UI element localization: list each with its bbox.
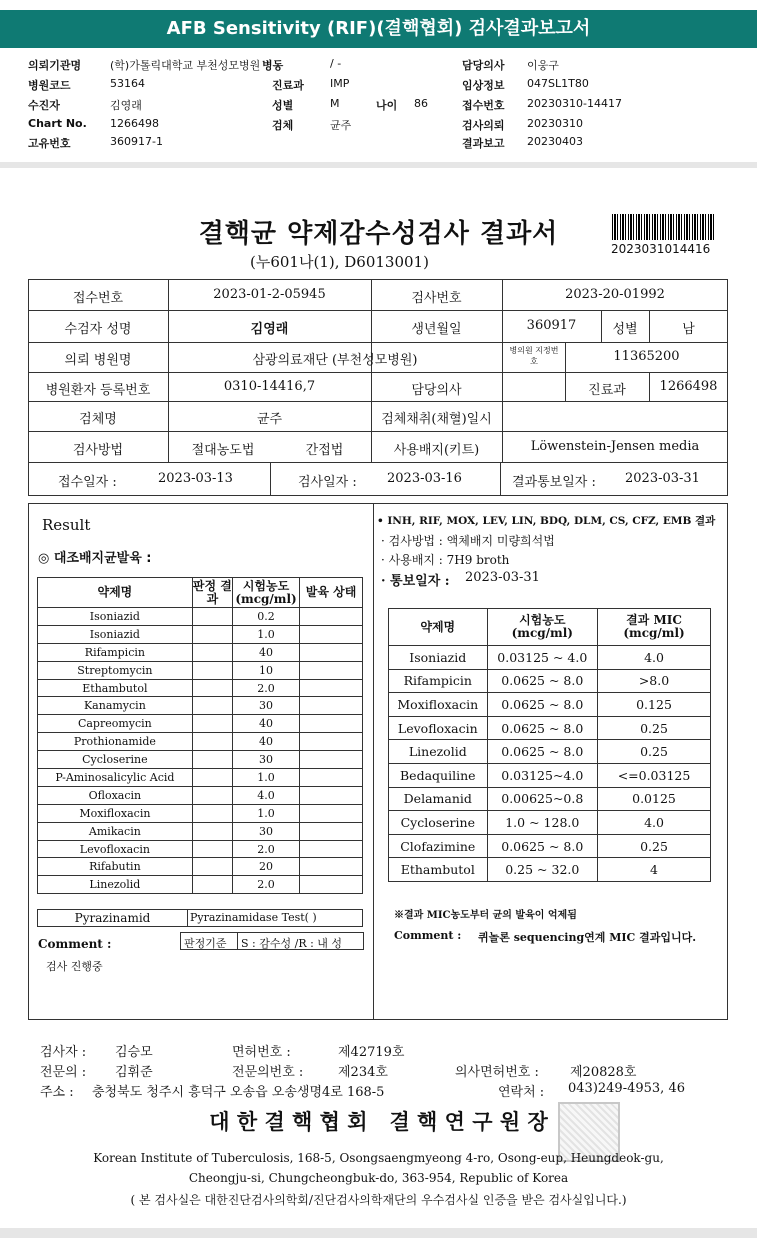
certification: ( 본 검사실은 대한진단검사의학회/진단검사의학재단의 우수검사실 인증을 받은 검사실입니다.) <box>130 1193 627 1207</box>
sens-cell-growth <box>300 804 363 822</box>
table-row <box>38 786 363 804</box>
sex-value: M <box>330 97 340 110</box>
mic-method: · 검사방법 : 액체배지 미량희석법 <box>381 534 555 548</box>
mic-drug-list: • INH, RIF, MOX, LEV, LIN, BDQ, DLM, CS, CFZ, EMB 결과 <box>377 515 716 527</box>
report-label: 결과보고 <box>462 137 505 150</box>
mic-cell-range: 0.00625~0.8 <box>487 787 597 811</box>
table-row <box>38 661 363 679</box>
table-row <box>38 840 363 858</box>
separator <box>0 162 757 168</box>
sens-cell-conc: 40 <box>232 733 299 751</box>
patient-value: 김영래 <box>110 99 142 112</box>
mic-comment: 퀴놀론 sequencing연계 MIC 결과입니다. <box>478 931 697 944</box>
mic-cell-range: 0.0625 ~ 8.0 <box>487 740 597 764</box>
sens-cell-drug: Ethambutol <box>38 679 193 697</box>
result-heading: Result <box>42 516 91 534</box>
col-conc: 시험농도 (mcg/ml) <box>232 578 299 608</box>
doctor-label: 담당의사 <box>462 59 505 72</box>
sensitivity-table <box>37 577 363 894</box>
barcode-number: 2023031014416 <box>611 242 711 256</box>
sens-cell-growth <box>300 697 363 715</box>
reg-no-label: 병원환자 등록번호 <box>45 383 151 398</box>
designated-label: 병의원 지정번호 <box>509 346 559 366</box>
clinical-label: 임상정보 <box>462 79 505 92</box>
table-row <box>38 643 363 661</box>
table-row <box>38 822 363 840</box>
sens-cell-judge <box>192 804 232 822</box>
specialist: 김휘준 <box>115 1065 153 1080</box>
specimen-cell: 균주 <box>256 412 283 427</box>
sens-cell-judge <box>192 822 232 840</box>
mic-cell-mic: 0.125 <box>598 693 711 717</box>
mic-cell-drug: Bedaquiline <box>389 763 488 787</box>
control-growth-label: ◎ 대조배지균발육 : <box>38 551 152 566</box>
col-judge: 판정 결과 <box>192 578 232 606</box>
sens-cell-conc: 30 <box>232 822 299 840</box>
sens-cell-conc: 30 <box>232 751 299 769</box>
table-row <box>38 769 363 787</box>
sens-cell-growth <box>300 715 363 733</box>
hospital-code-label: 병원코드 <box>28 79 71 92</box>
receipt-value: 20230310-14417 <box>527 97 622 110</box>
mic-col-drug: 약제명 <box>389 609 488 646</box>
sens-cell-conc: 10 <box>232 661 299 679</box>
table-row <box>38 715 363 733</box>
receipt-date-label: 접수일자 : <box>58 475 117 490</box>
col-drug: 약제명 <box>38 578 193 608</box>
sens-cell-judge <box>192 697 232 715</box>
request-label: 검사의뢰 <box>462 119 505 132</box>
mic-cell-range: 0.0625 ~ 8.0 <box>487 716 597 740</box>
en-address-line1: Korean Institute of Tuberculosis, 168-5, Osongsaengmyeong 4-ro, Osong-eup, Heungdeok-gu, <box>93 1151 664 1165</box>
sex-label-cell: 성별 <box>612 322 638 337</box>
sens-cell-drug: Amikacin <box>38 822 193 840</box>
specialist-label: 전문의 : <box>40 1065 87 1080</box>
sens-cell-judge <box>192 876 232 894</box>
table-row <box>38 876 363 894</box>
notify-date-label: 결과통보일자 : <box>512 475 596 490</box>
sens-cell-drug: P-Aminosalicylic Acid <box>38 769 193 787</box>
mic-cell-range: 1.0 ~ 128.0 <box>487 811 597 835</box>
sens-cell-conc: 1.0 <box>232 769 299 787</box>
test-no-label: 검사번호 <box>411 291 462 306</box>
table-row <box>389 716 711 740</box>
notify-date: 2023-03-31 <box>625 471 700 486</box>
mic-notify-label: · 통보일자 : <box>381 574 450 589</box>
medium-label: 사용배지(키트) <box>393 443 480 458</box>
mic-col-conc: 시험농도 (mcg/ml) <box>487 609 597 646</box>
receipt-date: 2023-03-13 <box>158 471 233 486</box>
report-value: 20230403 <box>527 135 583 148</box>
sex-label: 성별 <box>272 99 294 112</box>
mic-cell-drug: Levofloxacin <box>389 716 488 740</box>
pza-drug: Pyrazinamid <box>74 911 151 925</box>
specimen-label: 검체 <box>272 119 294 132</box>
sens-cell-growth <box>300 625 363 643</box>
sens-cell-growth <box>300 858 363 876</box>
mic-cell-mic: 4.0 <box>598 811 711 835</box>
medium: Löwenstein-Jensen media <box>530 439 700 454</box>
col-growth: 발육 상태 <box>300 578 363 608</box>
table-row <box>389 834 711 858</box>
license-label: 면허번호 : <box>232 1045 291 1060</box>
address: 충청북도 청주시 흥덕구 오송읍 오송생명4로 168-5 <box>92 1085 385 1100</box>
table-row <box>389 669 711 693</box>
table-row <box>389 693 711 717</box>
table-row <box>389 740 711 764</box>
designated: 11365200 <box>613 349 680 364</box>
request-value: 20230310 <box>527 117 583 130</box>
sens-cell-conc: 30 <box>232 697 299 715</box>
sens-cell-judge <box>192 733 232 751</box>
dept-value: IMP <box>330 77 350 90</box>
sens-cell-conc: 4.0 <box>232 786 299 804</box>
mic-cell-mic: 0.25 <box>598 716 711 740</box>
sens-cell-judge <box>192 643 232 661</box>
sens-cell-judge <box>192 661 232 679</box>
sens-cell-growth <box>300 643 363 661</box>
table-row <box>38 733 363 751</box>
sens-cell-conc: 1.0 <box>232 625 299 643</box>
report-title: AFB Sensitivity (RIF)(결핵협회) 검사결과보고서 <box>0 10 757 48</box>
mic-comment-label: Comment : <box>394 929 462 942</box>
table-row <box>38 697 363 715</box>
org-name: 대 한 결 핵 협 회 결 핵 연 구 원 장 <box>209 1109 548 1134</box>
mic-cell-mic: 4.0 <box>598 646 711 670</box>
hospital-label: 의뢰 병원명 <box>64 353 132 368</box>
sens-cell-judge <box>192 625 232 643</box>
test-no: 2023-20-01992 <box>565 287 665 302</box>
mic-cell-mic: 0.0125 <box>598 787 711 811</box>
doctor-license: 제20828호 <box>570 1065 637 1080</box>
criteria-box <box>180 932 364 950</box>
sens-cell-growth <box>300 608 363 626</box>
table-row <box>389 787 711 811</box>
table-row <box>38 608 363 626</box>
sens-cell-drug: Levofloxacin <box>38 840 193 858</box>
receipt-no: 2023-01-2-05945 <box>213 287 326 302</box>
sens-cell-drug: Isoniazid <box>38 625 193 643</box>
specimen-cell-label: 검체명 <box>79 412 117 427</box>
spec-no-label: 전문의번호 : <box>232 1065 304 1080</box>
mic-cell-drug: Isoniazid <box>389 646 488 670</box>
examiner-label: 검사자 : <box>40 1045 87 1060</box>
doc-subtitle: (누601나(1), D6013001) <box>250 253 429 271</box>
sens-cell-drug: Capreomycin <box>38 715 193 733</box>
table-row <box>38 858 363 876</box>
age-value: 86 <box>414 97 428 110</box>
sens-cell-drug: Streptomycin <box>38 661 193 679</box>
sens-cell-drug: Rifampicin <box>38 643 193 661</box>
dept-cell: 1266498 <box>659 379 718 394</box>
mic-cell-mic: >8.0 <box>598 669 711 693</box>
contact: 043)249-4953, 46 <box>568 1081 685 1096</box>
mic-cell-range: 0.03125 ~ 4.0 <box>487 646 597 670</box>
mic-cell-range: 0.0625 ~ 8.0 <box>487 693 597 717</box>
pza-row <box>37 909 363 927</box>
criteria-value: S : 감수성 /R : 내 성 <box>241 937 343 950</box>
sens-cell-growth <box>300 733 363 751</box>
mic-cell-range: 0.25 ~ 32.0 <box>487 858 597 882</box>
mic-cell-mic: 4 <box>598 858 711 882</box>
patient-name-label: 수검자 성명 <box>64 322 132 337</box>
sens-cell-drug: Moxifloxacin <box>38 804 193 822</box>
doctor-value: 이웅구 <box>527 59 559 72</box>
table-row <box>38 679 363 697</box>
pza-test: Pyrazinamidase Test( ) <box>190 911 317 924</box>
age-label: 나이 <box>376 99 398 112</box>
mic-cell-mic: <=0.03125 <box>598 763 711 787</box>
criteria-label: 판정기준 <box>184 937 227 950</box>
spec-no: 제234호 <box>338 1065 388 1080</box>
sens-cell-drug: Ofloxacin <box>38 786 193 804</box>
unique-label: 고유번호 <box>28 137 71 150</box>
sens-cell-drug: Rifabutin <box>38 858 193 876</box>
sens-cell-judge <box>192 679 232 697</box>
clinical-value: 047SL1T80 <box>527 77 589 90</box>
sens-cell-growth <box>300 751 363 769</box>
patient-label: 수진자 <box>28 99 60 112</box>
sens-cell-judge <box>192 715 232 733</box>
sens-cell-growth <box>300 822 363 840</box>
sens-cell-growth <box>300 786 363 804</box>
sens-cell-conc: 2.0 <box>232 876 299 894</box>
specimen-value: 균주 <box>330 119 352 132</box>
sens-cell-drug: Linezolid <box>38 876 193 894</box>
sens-cell-drug: Isoniazid <box>38 608 193 626</box>
sens-cell-judge <box>192 786 232 804</box>
receipt-label: 접수번호 <box>462 99 505 112</box>
mic-cell-mic: 0.25 <box>598 740 711 764</box>
test-date-label: 검사일자 : <box>298 475 357 490</box>
mic-cell-drug: Rifampicin <box>389 669 488 693</box>
address-label: 주소 : <box>40 1085 74 1100</box>
bottom-separator <box>0 1228 757 1238</box>
table-row <box>389 646 711 670</box>
mic-notify-date: 2023-03-31 <box>465 570 540 585</box>
sens-cell-growth <box>300 679 363 697</box>
sens-cell-conc: 2.0 <box>232 679 299 697</box>
barcode <box>612 214 714 240</box>
mic-cell-drug: Cycloserine <box>389 811 488 835</box>
comment-value: 검사 진행중 <box>46 960 103 973</box>
mic-cell-mic: 0.25 <box>598 834 711 858</box>
mic-col-mic: 결과 MIC (mcg/ml) <box>598 609 711 646</box>
doctor-cell-label: 담당의사 <box>411 383 462 398</box>
ward-label: 병동 <box>262 59 284 72</box>
sens-cell-conc: 20 <box>232 858 299 876</box>
comment-label: Comment : <box>38 937 112 951</box>
mic-table <box>388 608 711 882</box>
dept-cell-label: 진료과 <box>588 383 626 398</box>
sens-cell-growth <box>300 840 363 858</box>
reg-no: 0310-14416,7 <box>223 379 316 394</box>
chart-value: 1266498 <box>110 117 159 130</box>
sex-cell: 남 <box>682 322 695 337</box>
sens-cell-drug: Kanamycin <box>38 697 193 715</box>
mic-cell-range: 0.0625 ~ 8.0 <box>487 834 597 858</box>
mic-cell-range: 0.0625 ~ 8.0 <box>487 669 597 693</box>
sens-cell-conc: 40 <box>232 643 299 661</box>
sens-cell-conc: 40 <box>232 715 299 733</box>
birth-label: 생년월일 <box>411 322 462 337</box>
mic-cell-drug: Linezolid <box>389 740 488 764</box>
patient-name: 김영래 <box>250 322 289 337</box>
mic-cell-drug: Delamanid <box>389 787 488 811</box>
table-row <box>38 804 363 822</box>
sens-cell-drug: Prothionamide <box>38 733 193 751</box>
receipt-no-label: 접수번호 <box>72 291 124 306</box>
table-row <box>389 763 711 787</box>
hospital: 삼광의료재단 (부천성모병원) <box>252 353 418 368</box>
mic-cell-drug: Clofazimine <box>389 834 488 858</box>
table-row <box>389 858 711 882</box>
mic-note: ※결과 MIC농도부터 균의 발육이 억제됨 <box>394 910 577 921</box>
mic-cell-drug: Ethambutol <box>389 858 488 882</box>
sens-cell-growth <box>300 661 363 679</box>
method1: 절대농도법 <box>191 443 255 458</box>
method-label: 검사방법 <box>72 443 124 458</box>
method2: 간접법 <box>305 443 344 458</box>
sens-cell-judge <box>192 840 232 858</box>
test-date: 2023-03-16 <box>387 471 462 486</box>
doctor-license-label: 의사면허번호 : <box>455 1065 539 1080</box>
collect-label: 검체채취(채혈)일시 <box>381 412 492 427</box>
sens-cell-conc: 2.0 <box>232 840 299 858</box>
unique-value: 360917-1 <box>110 135 163 148</box>
sens-cell-drug: Cycloserine <box>38 751 193 769</box>
sens-cell-growth <box>300 769 363 787</box>
institution-value: (학)가톨릭대학교 부천성모병원 <box>110 59 261 72</box>
sens-cell-judge <box>192 858 232 876</box>
birth: 360917 <box>526 318 577 333</box>
table-row <box>389 811 711 835</box>
ward-value: / - <box>330 57 342 70</box>
mic-cell-range: 0.03125~4.0 <box>487 763 597 787</box>
institution-label: 의뢰기관명 <box>28 59 82 72</box>
examiner: 김승모 <box>115 1045 153 1060</box>
hospital-code-value: 53164 <box>110 77 145 90</box>
mic-medium: · 사용배지 : 7H9 broth <box>381 553 510 567</box>
license: 제42719호 <box>338 1045 405 1060</box>
en-address-line2: Cheongju-si, Chungcheongbuk-do, 363-954, Republic of Korea <box>188 1171 569 1185</box>
sens-cell-conc: 1.0 <box>232 804 299 822</box>
sens-cell-judge <box>192 769 232 787</box>
sens-cell-judge <box>192 751 232 769</box>
table-row <box>38 625 363 643</box>
dept-label: 진료과 <box>272 79 304 92</box>
chart-label: Chart No. <box>28 117 87 130</box>
sens-cell-judge <box>192 608 232 626</box>
table-row <box>38 751 363 769</box>
mic-cell-drug: Moxifloxacin <box>389 693 488 717</box>
doc-title: 결핵균 약제감수성검사 결과서 <box>198 219 559 249</box>
sens-cell-conc: 0.2 <box>232 608 299 626</box>
contact-label: 연락처 : <box>498 1085 545 1100</box>
sens-cell-growth <box>300 876 363 894</box>
